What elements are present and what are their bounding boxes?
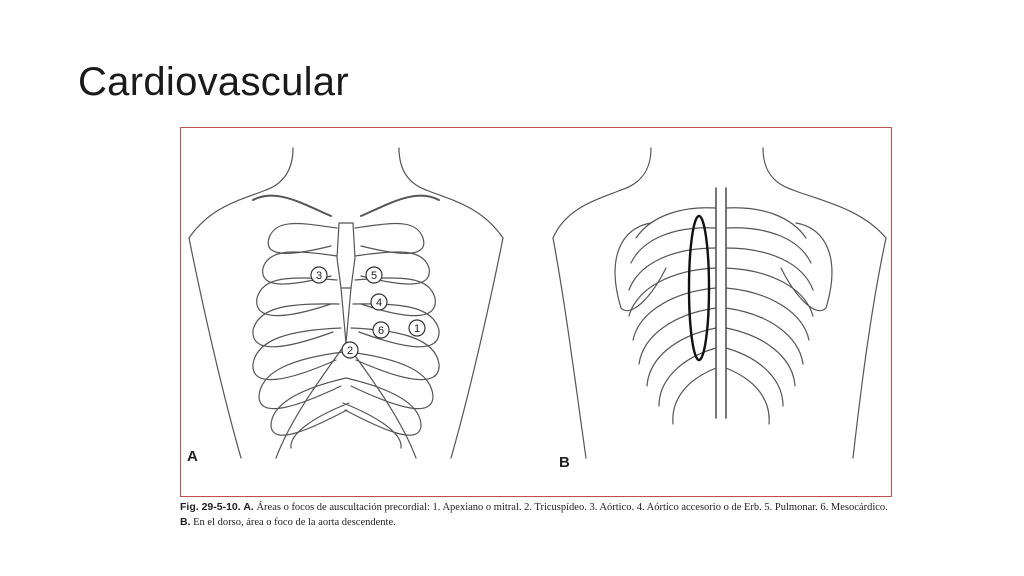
figure-caption bbox=[180, 500, 895, 530]
anatomy-figure-frame bbox=[180, 127, 892, 497]
caption-a-marker: A. bbox=[243, 501, 254, 513]
posterior-thorax-drawing bbox=[553, 148, 886, 458]
caption-a-text: Áreas o focos de auscultación precordial: 1. Apexiano o mitral. 2. Tricuspídeo. 3. Aórtico. 4. Aórtico accesorio o de Erb. 5. Pulmonar. 6. Mesocárdico. bbox=[253, 502, 888, 513]
focus-marker-3 bbox=[311, 267, 327, 283]
panel-b-label: B bbox=[559, 454, 570, 471]
focus-marker-1 bbox=[409, 320, 425, 336]
focus-number: 2 bbox=[346, 345, 354, 357]
focus-number: 1 bbox=[413, 323, 421, 335]
focus-number: 3 bbox=[315, 270, 323, 282]
caption-b-marker: B. bbox=[180, 516, 191, 528]
focus-number: 4 bbox=[375, 297, 383, 309]
focus-number: 6 bbox=[377, 325, 385, 337]
focus-marker-2 bbox=[342, 342, 358, 358]
slide-title: Cardiovascular bbox=[78, 60, 349, 104]
focus-marker-6 bbox=[373, 322, 389, 338]
focus-marker-5 bbox=[366, 267, 382, 283]
caption-b-text: En el dorso, área o foco de la aorta descendente. bbox=[190, 517, 396, 528]
focus-marker-4 bbox=[371, 294, 387, 310]
panel-a-label: A bbox=[187, 448, 198, 465]
anterior-thorax-drawing bbox=[189, 148, 503, 458]
focus-number: 5 bbox=[370, 270, 378, 282]
auscultation-illustration bbox=[181, 128, 893, 498]
descending-aorta-focus bbox=[689, 216, 709, 360]
caption-fig-number: Fig. 29-5-10. bbox=[180, 501, 241, 513]
